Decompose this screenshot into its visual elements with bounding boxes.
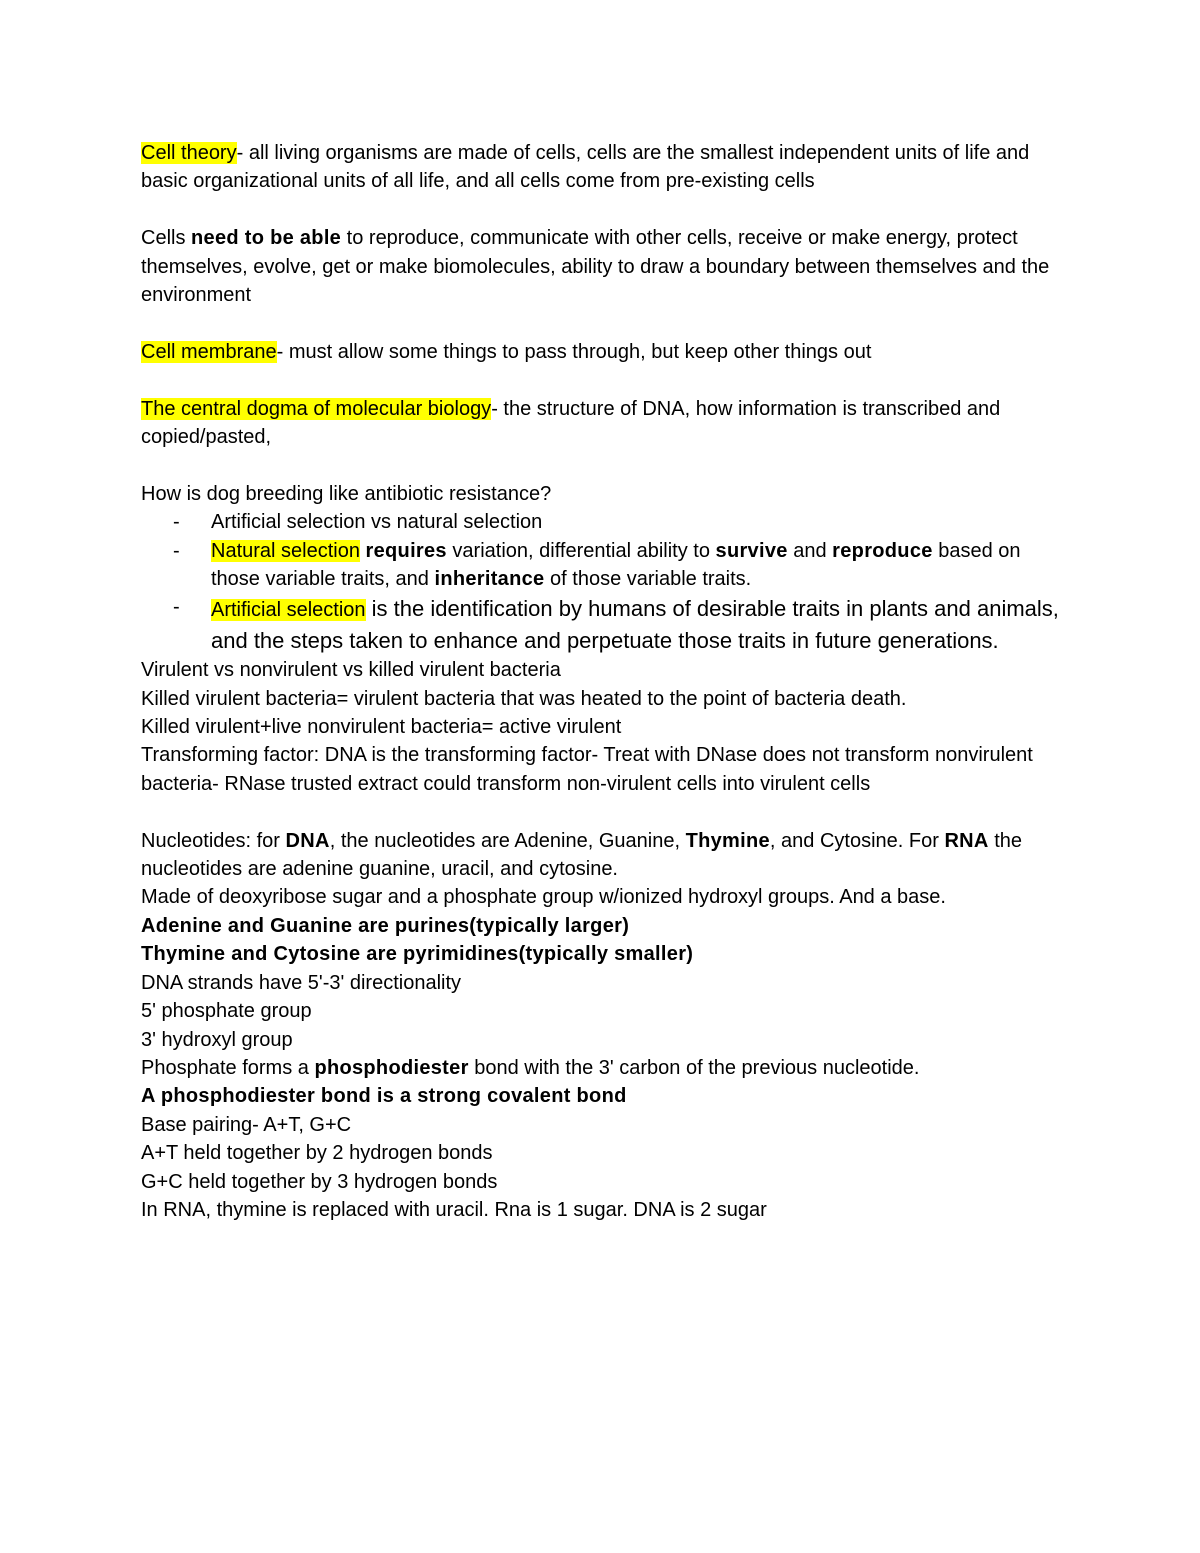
selection-list — [141, 508, 1071, 656]
blank-line — [141, 309, 1071, 337]
blank-line — [141, 366, 1071, 394]
highlight-term: Artificial selection — [211, 599, 366, 622]
bold-text: need to be able — [191, 227, 342, 250]
paragraph-text: - the structure of DNA, how information is transcribed and copied/pasted, — [141, 397, 1001, 449]
list-item — [141, 508, 1071, 536]
paragraph-text: - all living organisms are made of cells, cells are the smallest independent units of life and basic organizational units of all life, and all cells come from pre-existing cells — [141, 142, 1030, 193]
text-line: Made of deoxyribose sugar and a phosphate group w/ionized hydroxyl groups. And a base. — [141, 886, 946, 909]
text-line: Virulent vs nonvirulent vs killed virulent bacteria — [141, 659, 561, 682]
bold-text: inheritance — [434, 568, 545, 591]
list-item-text: of those variable traits. — [544, 568, 752, 591]
bold-text: reproduce — [832, 539, 933, 562]
bold-text: Thymine — [685, 829, 770, 852]
text-line: Base pairing- A+T, G+C — [141, 1113, 352, 1136]
document-body — [141, 139, 1071, 1224]
paragraph-text: - must allow some things to pass through, but keep other things out — [276, 340, 872, 363]
paragraph-text: , and Cytosine. For — [769, 829, 945, 852]
list-item — [141, 593, 1071, 656]
highlight-term: Cell membrane — [141, 340, 277, 363]
text-line — [141, 1082, 1071, 1110]
bold-text: A phosphodiester bond is a strong covalent bond — [141, 1085, 627, 1108]
list-item-text: variation, differential ability to — [446, 539, 716, 562]
cell-membrane-paragraph — [141, 338, 1071, 366]
paragraph-text: Cells — [141, 227, 192, 250]
bold-text: Thymine and Cytosine are pyrimidines(typically smaller) — [141, 943, 694, 966]
nucleotides-paragraph — [141, 827, 1071, 884]
text-line: Killed virulent+live nonvirulent bacteria= active virulent — [141, 716, 622, 739]
blank-line — [141, 798, 1071, 826]
central-dogma-paragraph — [141, 395, 1071, 452]
list-item — [141, 537, 1071, 594]
cell-theory-paragraph — [141, 139, 1071, 196]
bold-text: survive — [715, 539, 788, 562]
paragraph-text: Phosphate forms a — [141, 1056, 315, 1079]
text-line: 3' hydroxyl group — [141, 1028, 293, 1051]
paragraph-text: Nucleotides: for — [141, 829, 286, 852]
text-line: 5' phosphate group — [141, 1000, 312, 1023]
text-line — [141, 912, 1071, 940]
paragraph-text: , the nucleotides are Adenine, Guanine, — [329, 829, 686, 852]
blank-line — [141, 196, 1071, 224]
list-item-text: is the identification by humans of desirable traits in plants and animals, and the steps taken to enhance and perpetuate those traits in future generations. — [211, 596, 1059, 653]
paragraph-text: the nucleotides are adenine guanine, uracil, and cytosine. — [141, 829, 1023, 881]
highlight-term: The central dogma of molecular biology — [141, 397, 492, 420]
bold-text: phosphodiester — [314, 1056, 469, 1079]
paragraph-text: to reproduce, communicate with other cells, receive or make energy, protect themselves, evolve, get or make biomolecules, ability to draw a boundary between themselves and the environment — [141, 227, 1050, 307]
text-line — [141, 940, 1071, 968]
phosphate-line — [141, 1054, 1071, 1082]
blank-line — [141, 451, 1071, 479]
bold-text: requires — [365, 539, 447, 562]
text-line: In RNA, thymine is replaced with uracil. Rna is 1 sugar. DNA is 2 sugar — [141, 1198, 767, 1221]
paragraph-text: bond with the 3' carbon of the previous nucleotide. — [468, 1056, 920, 1079]
highlight-term: Natural selection — [211, 539, 360, 562]
list-item-text: Artificial selection vs natural selection — [211, 511, 543, 534]
text-line: Transforming factor: DNA is the transforming factor- Treat with DNase does not transform nonvirulent bacteria- RNase trusted extract could transform non-virulent cells into virulent cells — [141, 744, 1033, 795]
cells-need-paragraph — [141, 224, 1071, 309]
highlight-term: Cell theory — [141, 142, 237, 164]
bold-text: Adenine and Guanine are purines(typically larger) — [141, 914, 630, 937]
list-item-text: and — [787, 539, 833, 562]
text-line: A+T held together by 2 hydrogen bonds — [141, 1142, 493, 1165]
list-item-text: based on those variable traits, and — [211, 539, 1021, 591]
text-line: DNA strands have 5'-3' directionality — [141, 971, 462, 994]
bold-text: RNA — [944, 829, 989, 852]
text-line: Killed virulent bacteria= virulent bacteria that was heated to the point of bacteria death. — [141, 687, 907, 710]
dog-breeding-question: How is dog breeding like antibiotic resistance? — [141, 482, 552, 505]
text-line: G+C held together by 3 hydrogen bonds — [141, 1170, 498, 1193]
bold-text: DNA — [285, 829, 330, 852]
